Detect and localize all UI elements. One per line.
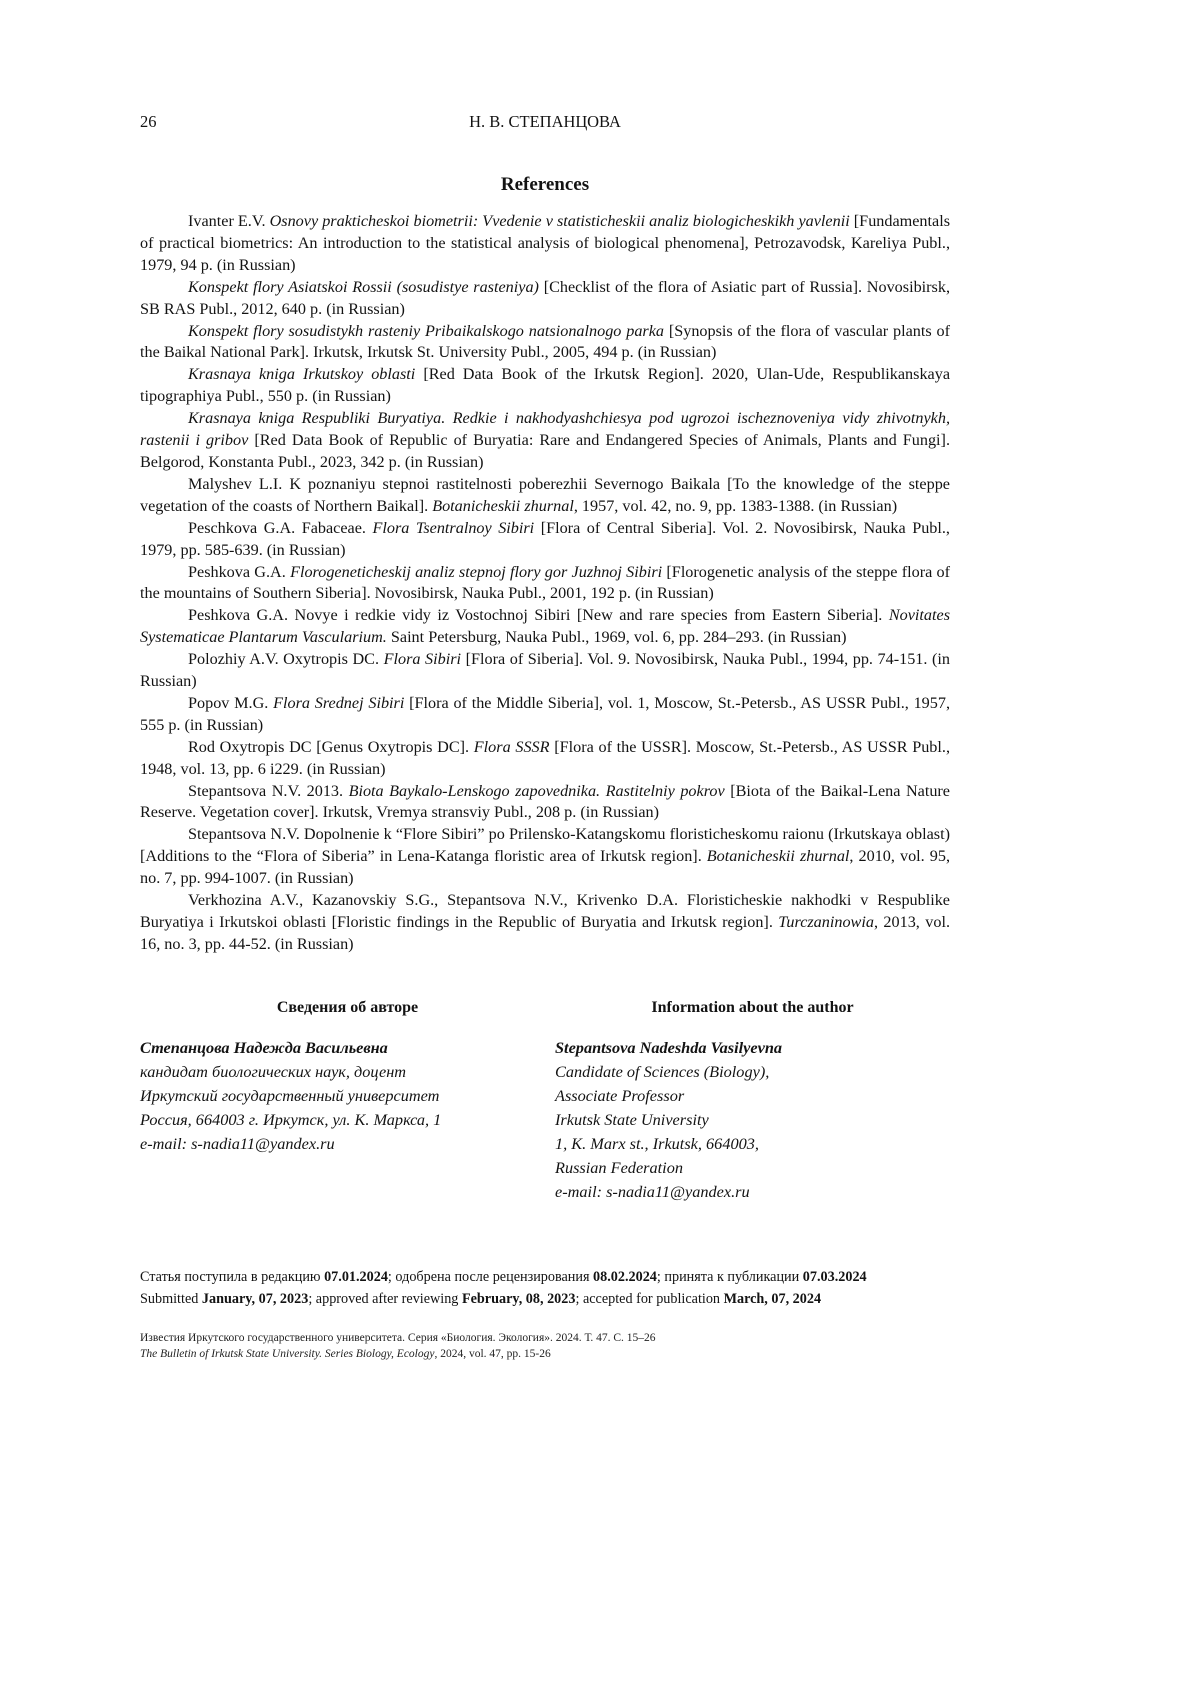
text-run: Florogeneticheskij analiz stepnoj flory gor Juzhnoj Sibiri (290, 562, 663, 581)
text-run: Flora Srednej Sibiri (273, 693, 405, 712)
author-info-line: Россия, 664003 г. Иркутск, ул. К. Маркса, 1 (140, 1109, 442, 1129)
text-run: Biota Baykalo-Lenskogo zapovednika. Rastitelniy pokrov (348, 781, 725, 800)
text-run: Saint Petersburg, Nauka Publ., 1969, vol. 6, pp. 284–293. (in Russian) (386, 628, 847, 647)
text-run: [Flora of the USSR]. Moscow, St.-Petersb., AS USSR Publ., 1948, vol. 13, pp. 6 i229. (in Russian) (140, 737, 950, 778)
text-run: Polozhiy A.V. Oxytropis DC. (188, 650, 384, 669)
author-info-line: Irkutsk State University (555, 1109, 709, 1129)
submission-dates-block (140, 1266, 950, 1310)
text-run: [Synopsis of the flora of vascular plants of the Baikal National Park]. Irkutsk, Irkutsk St. University Publ., 2005, 494 p. (in Russian) (140, 321, 951, 362)
text-run: [Red Data Book of Republic of Buryatia: Rare and Endangered Species of Animals, Plants and Fungi]. Belgorod, Konstanta Publ., 2023, 342 p. (in Russian) (140, 431, 950, 471)
page-content (140, 112, 950, 1363)
author-info-column-ru (140, 996, 555, 1204)
author-info-line: Russian Federation (555, 1157, 683, 1177)
text-run: Stepantsova N.V. 2013. (188, 781, 349, 800)
reference-entry (140, 211, 950, 277)
text-run: , 2010, vol. 95, no. 7, pp. 994-1007. (in Russian) (140, 847, 950, 888)
author-info-line: e-mail: s-nadia11@yandex.ru (555, 1181, 750, 1201)
reference-list (140, 211, 950, 956)
text-run: Novitates Systematicae Plantarum Vascularium. (140, 606, 950, 647)
reference-entry (140, 781, 950, 825)
author-info-column-en (555, 996, 950, 1204)
text-run: February, 08, 2023 (461, 1290, 576, 1307)
text-run: Botanicheskii zhurnal (706, 847, 850, 866)
author-info-line: Stepantsova Nadeshda Vasilyevna (555, 1037, 783, 1057)
reference-entry (140, 562, 950, 606)
text-run: Osnovy prakticheskoi biometrii: Vvedenie v statisticheskii analiz biologicheskikh yavlenii (269, 212, 850, 230)
text-run: Peshkova G.A. Novye i redkie vidy iz Vostochnoj Sibiri [New and rare species from Eastern Siberia]. (188, 606, 889, 625)
author-info-right-lines (555, 1036, 950, 1204)
journal-footer-line-ru: Известия Иркутского государственного университета. Серия «Биология. Экология». 2024. Т. 47. С. 15–26 (140, 1331, 656, 1344)
references-title: References (500, 174, 590, 195)
text-run: ; принята к публикации (656, 1268, 803, 1285)
text-run: The Bulletin of Irkutsk State University. Series Biology, Ecology (140, 1348, 435, 1361)
reference-entry (140, 824, 950, 890)
text-run: January, 07, 2023 (201, 1290, 309, 1307)
reference-entry (140, 277, 950, 321)
page-number: 26 (140, 112, 157, 131)
reference-entry (140, 474, 950, 518)
text-run: Peschkova G.A. Fabaceae. (188, 518, 373, 537)
text-run: Rod Oxytropis DC [Genus Oxytropis DC]. (188, 737, 474, 756)
text-run: Flora Sibiri (383, 650, 462, 669)
text-run: [Florogenetic analysis of the steppe flora of the mountains of Southern Siberia]. Novosibirsk, Nauka Publ., 2001, 192 p. (in Russian) (140, 562, 951, 603)
text-run: [Fundamentals of practical biometrics: An introduction to the statistical analysis of biological phenomena], Petrozavodsk, Kareliya Publ., 1979, 94 p. (in Russian) (140, 212, 951, 274)
text-run: Ivanter E.V. (188, 212, 270, 230)
text-run: 08.02.2024 (593, 1268, 657, 1285)
text-run: , 1957, vol. 42, no. 9, pp. 1383-1388. (in Russian) (573, 496, 898, 515)
author-info-line: Степанцова Надежда Васильевна (140, 1037, 388, 1057)
text-run: , 2024, vol. 47, pp. 15-26 (434, 1348, 551, 1361)
submission-line-ru (140, 1266, 950, 1288)
author-info-left-lines (140, 1036, 555, 1156)
reference-entry (140, 321, 950, 365)
page-header (140, 112, 950, 132)
reference-entry (140, 518, 950, 562)
text-run: [Flora of Central Siberia]. Vol. 2. Novosibirsk, Nauka Publ., 1979, pp. 585-639. (in Russian) (140, 518, 950, 559)
text-run: [Biota of the Baikal-Lena Nature Reserve. Vegetation cover]. Irkutsk, Vremya stransviy Publ., 208 p. (in Russian) (140, 781, 950, 822)
text-run: Статья поступила в редакцию (140, 1268, 325, 1285)
text-run: Konspekt flory sosudistykh rasteniy Pribaikalskogo natsionalnogo parka (188, 321, 664, 340)
author-info-line: Associate Professor (555, 1085, 685, 1105)
text-run: [Red Data Book of the Irkutsk Region]. 2020, Ulan-Ude, Respublikanskaya tipographiya Publ., 550 p. (in Russian) (140, 365, 951, 406)
author-info-line: кандидат биологических наук, доцент (140, 1061, 407, 1081)
text-run: ; одобрена после рецензирования (387, 1268, 594, 1285)
reference-entry (140, 737, 950, 781)
text-run: Botanicheskii zhurnal (432, 496, 574, 515)
author-info-section (140, 996, 950, 1204)
reference-entry (140, 364, 950, 408)
author-info-line: Candidate of Sciences (Biology), (555, 1061, 770, 1081)
submission-line-en (140, 1288, 950, 1310)
author-info-line: Иркутский государственный университет (140, 1085, 440, 1105)
text-run: Verkhozina A.V., Kazanovskiy S.G., Stepantsova N.V., Krivenko D.A. Floristicheskie nakhodki v Respublike Buryatiya i Irkutskoi oblasti [Floristic findings in the Republic of Buryatia and Irkutsk region]. (140, 891, 950, 931)
text-run: March, 07, 2024 (723, 1290, 822, 1307)
text-run: ; approved after reviewing (308, 1290, 462, 1307)
text-run: Malyshev L.I. K poznaniyu stepnoi rastitelnosti poberezhii Severnogo Baikala [To the knowledge of the steppe vegetation of the coasts of Northern Baikal]. (140, 474, 950, 515)
reference-entry (140, 605, 950, 649)
text-run: Flora SSSR (473, 737, 550, 756)
text-run: Flora Tsentralnoy Sibiri (372, 518, 535, 537)
reference-entry (140, 408, 950, 474)
text-run: Krasnaya kniga Irkutskoy oblasti (188, 365, 416, 384)
text-run: [Flora of the Middle Siberia], vol. 1, Moscow, St.-Petersb., AS USSR Publ., 1957, 555 p. (in Russian) (140, 693, 951, 734)
text-run: Konspekt flory Asiatskoi Rossii (sosudistye rasteniya) (188, 277, 539, 296)
text-run: 07.01.2024 (324, 1268, 388, 1285)
running-head: Н. В. СТЕПАНЦОВА (469, 112, 621, 131)
text-run: ; accepted for publication (575, 1290, 724, 1307)
text-run: , 2013, vol. 16, no. 3, pp. 44-52. (in Russian) (140, 913, 950, 953)
author-info-line: e-mail: s-nadia11@yandex.ru (140, 1133, 335, 1153)
text-run: [Checklist of the flora of Asiatic part of Russia]. Novosibirsk, SB RAS Publ., 2012, 640 p. (in Russian) (140, 277, 950, 318)
author-info-heading-en: Information about the author (651, 998, 854, 1016)
reference-entry (140, 649, 950, 693)
reference-entry (140, 890, 950, 956)
author-info-heading-ru: Сведения об авторе (276, 998, 419, 1016)
author-info-line: 1, K. Marx st., Irkutsk, 664003, (555, 1133, 759, 1153)
text-run: Stepantsova N.V. Dopolnenie k “Flore Sibiri” po Prilensko-Katangskomu floristicheskomu raionu (Irkutskaya oblast) [Additions to the “Flora of Siberia” in Lena-Katanga floristic area of Irkutsk region]. (140, 825, 950, 866)
reference-entry (140, 693, 950, 737)
text-run: Peshkova G.A. (188, 562, 291, 581)
journal-footer-line-en (140, 1346, 950, 1363)
text-run: [Flora of Siberia]. Vol. 9. Novosibirsk, Nauka Publ., 1994, pp. 74-151. (in Russian) (140, 650, 950, 691)
journal-footer (140, 1330, 950, 1363)
text-run: Krasnaya kniga Respubliki Buryatiya. Redkie i nakhodyashchiesya pod ugrozoi ischeznoveniya vidy zhivotnykh, rastenii i gribov (140, 409, 950, 450)
text-run: 07.03.2024 (802, 1268, 867, 1285)
text-run: Turczaninowia (778, 913, 874, 931)
text-run: Popov M.G. (188, 693, 274, 712)
text-run: Submitted (140, 1290, 202, 1307)
